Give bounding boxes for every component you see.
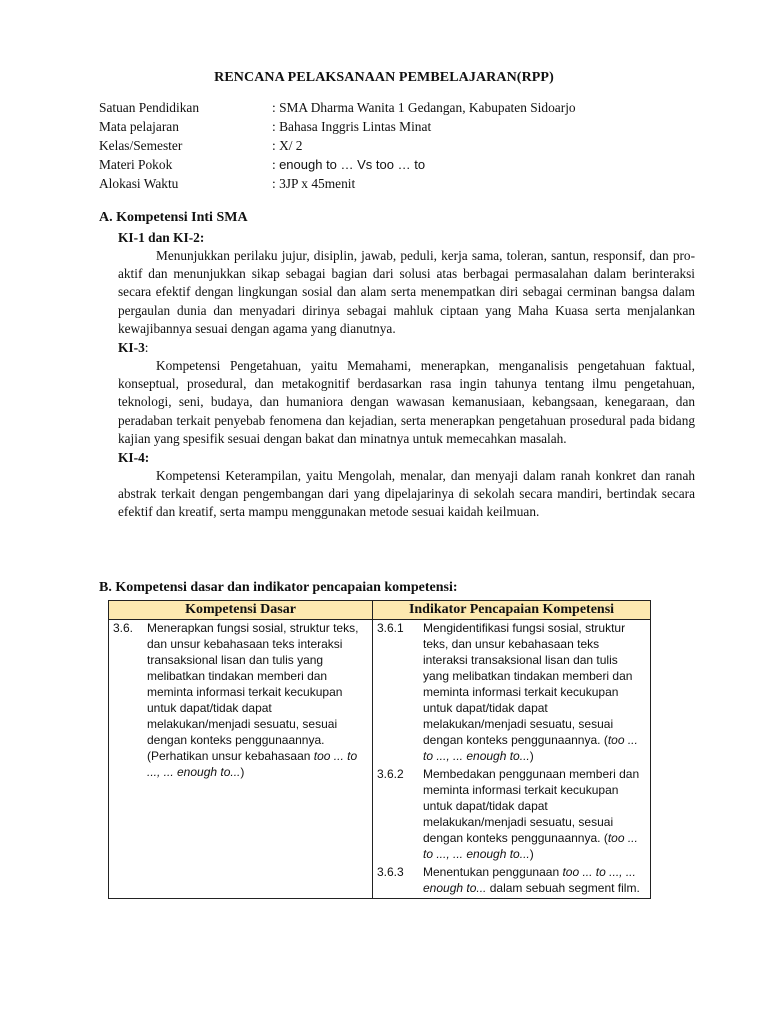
column-header: Indikator Pencapaian Kompetensi (373, 601, 651, 620)
indicator-cell (373, 620, 651, 899)
ki4-paragraph: Kompetensi Keterampilan, yaitu Mengolah, menalar, dan menyaji dalam ranah konkret dan ranah abstrak terkait dengan pengembangan dari yang dipelajarinya di sekolah secara mandiri, bertindak secara efektif dan kreatif, serta mampu menggunakan metode sesuai kaidah keilmuan. (118, 468, 695, 520)
kd-text-italic: too ... to ..., ... enough to... (147, 749, 358, 779)
indicator-text-main: Mengidentifikasi fungsi sosial, struktur teks, dan unsur kebahasaan teks interaksi transaksional lisan dan tulis yang melibatkan tindakan memberi dan meminta informasi terkait kecukupan untuk dapat/tidak dapat melakukan/menjadi sesuatu, sesuai dengan konteks penggunaannya. ( (423, 621, 633, 747)
identity-label: Kelas/Semester (99, 138, 183, 153)
identity-row (99, 136, 659, 155)
ki3-heading (118, 338, 695, 357)
ki12-heading: KI-1 dan KI-2: (118, 230, 205, 245)
kd-item (109, 620, 372, 780)
document-title: RENCANA PELAKSANAAN PEMBELAJARAN(RPP) (214, 70, 554, 85)
indicator-text-italic: too ... to ..., ... enough to... (423, 733, 638, 763)
identity-value (272, 155, 659, 174)
column-header: Kompetensi Dasar (109, 601, 373, 620)
value-prefix: : (272, 157, 280, 172)
indicator-text (423, 620, 650, 764)
identity-block (99, 98, 659, 193)
kd-code: 3.6. (113, 621, 134, 635)
indicator-text-end: dalam sebuah segment film. (486, 881, 640, 895)
identity-row (99, 174, 659, 193)
section-kompetensi-dasar-heading: B. Kompetensi dasar dan indikator pencapaian kompetensi: (99, 580, 458, 595)
identity-label: Mata pelajaran (99, 119, 179, 134)
identity-row (99, 98, 659, 117)
section-heading: A. Kompetensi Inti SMA (99, 210, 248, 225)
kd-cell (109, 620, 373, 899)
indicator-text-main: Menentukan penggunaan (423, 865, 563, 879)
ki4-heading: KI-4: (118, 450, 150, 466)
identity-value: : Bahasa Inggris Lintas Minat (272, 119, 432, 134)
section-kompetensi-inti (99, 207, 695, 522)
materi-pokok-value: enough to … Vs too … to (279, 157, 426, 172)
kd-text (147, 620, 372, 780)
identity-value: : 3JP x 45menit (272, 176, 356, 191)
indicator-text-italic: too ... to ..., ... enough to... (423, 831, 638, 861)
indicator-item (373, 766, 650, 862)
ki12-paragraph: Menunjukkan perilaku jujur, disiplin, jawab, peduli, kerja sama, toleran, santun, responsif, dan pro-aktif dan menunjukkan sikap sebagai bagian dari solusi atas berbagai permasalahan dalam berinteraksi secara efektif dengan lingkungan sosial dan alam serta menempatkan diri sebagai cerminan bangsa dalam pergaulan dunia dan menyadari dirinya sebagai mahluk ciptaan yang Maha Kuasa serta menjalankan kewajibannya sesuai dengan agama yang dianutnya. (118, 248, 695, 336)
indicator-text-end: ) (529, 749, 534, 763)
indicator-item (373, 620, 650, 764)
identity-label: Alokasi Waktu (99, 176, 179, 191)
kd-text-main: Menerapkan fungsi sosial, struktur teks, dan unsur kebahasaan teks interaksi transaksional lisan dan tulis yang melibatkan tindakan memberi dan meminta informasi terkait kecukupan untuk dapat/tidak dapat melakukan/menjadi sesuatu, sesuai dengan konteks penggunaannya. (Perhatikan unsur kebahasaan (147, 621, 359, 763)
ki3-label: KI-3 (118, 340, 145, 356)
identity-row (99, 155, 659, 174)
ki3-paragraph: Kompetensi Pengetahuan, yaitu Memahami, menerapkan, menganalisis pengetahuan faktual, konseptual, prosedural, dan metakognitif berdasarkan rasa ingin tahunya tentang ilmu pengetahuan, teknologi, seni, budaya, dan humaniora dengan wawasan kemanusiaan, kebangsaan, kenegaraan, dan peradaban terkait penyebab fenomena dan kejadian, serta menerapkan pengetahuan prosedural pada bidang kajian yang spesifik sesuai dengan bakat dan minatnya untuk memecahkan masalah. (118, 358, 695, 446)
kd-text-end: ) (240, 765, 245, 779)
identity-label: Materi Pokok (99, 157, 173, 172)
indicator-code: 3.6.3 (377, 865, 404, 879)
indicator-item (373, 864, 650, 896)
table-row (109, 620, 651, 899)
indicator-text (423, 864, 650, 896)
indicator-text-end: ) (529, 847, 534, 861)
identity-row (99, 117, 659, 136)
indicator-text-italic: too ... to ..., ... enough to... (423, 865, 636, 895)
indicator-code: 3.6.1 (377, 621, 404, 635)
indicator-code: 3.6.2 (377, 767, 404, 781)
table-header-row (109, 601, 651, 620)
indicator-text-main: Membedakan penggunaan memberi dan meminta informasi terkait kecukupan untuk dapat/tidak dapat melakukan/menjadi sesuatu, sesuai dengan konteks penggunaannya. ( (423, 767, 640, 845)
identity-value: : X/ 2 (272, 138, 303, 153)
identity-label: Satuan Pendidikan (99, 100, 200, 115)
kompetensi-table (108, 600, 651, 899)
ki3-colon: : (144, 340, 149, 356)
indicator-text (423, 766, 650, 862)
identity-value: : SMA Dharma Wanita 1 Gedangan, Kabupaten Sidoarjo (272, 100, 576, 115)
